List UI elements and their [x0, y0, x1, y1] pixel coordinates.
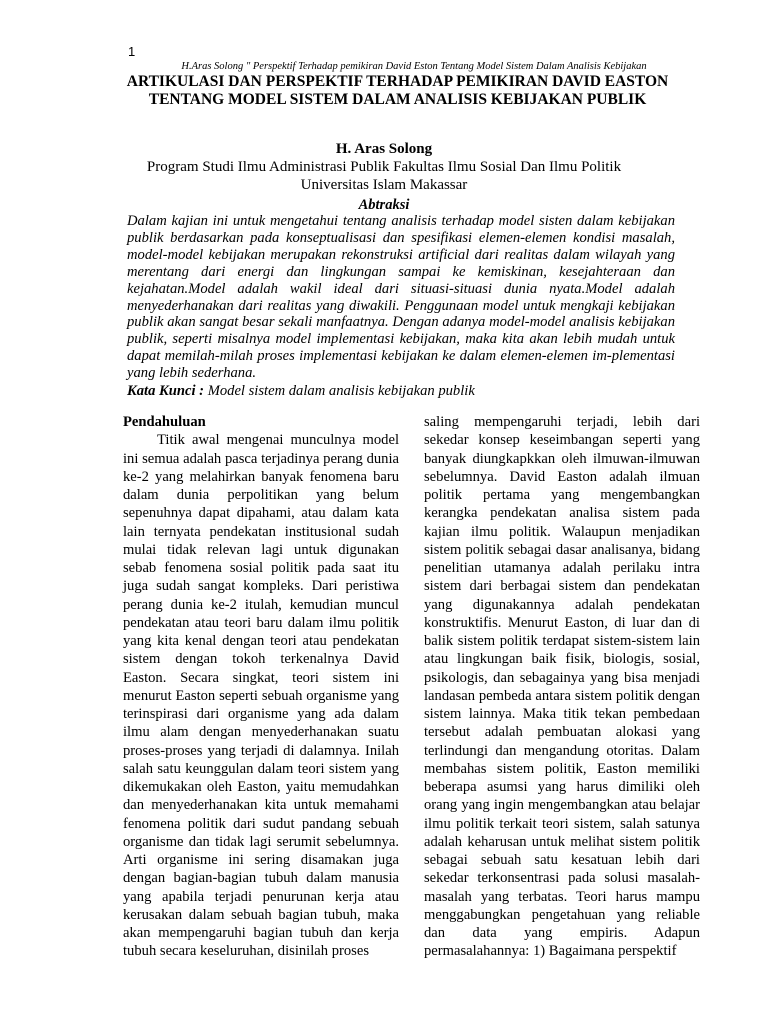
abstract-heading: Abtraksi: [358, 197, 410, 213]
affiliation-line-1: Program Studi Ilmu Administrasi Publik Fakultas Ilmu Sosial Dan Ilmu Politik: [146, 159, 622, 175]
page-number: 1: [128, 44, 136, 59]
abstract-text: Dalam kajian ini untuk mengetahui tentang analisis terhadap model sisten dalam kebijakan publik berdasarkan pada konseptualisasi dan spesifikasi elemen-elemen kondisi masalah, model-model kebijakan merupakan rekonstruksi artificial dari realitas dalam wilayah yang merentang dari energi dan lingkungan sampai ke kemiskinan, kesejahteraan dan kejahatan.Model adalah wakil ideal dari situasi-situasi dunia nyata.Model adalah menyederhanakan dari realitas yang diwakili. Penggunaan model untuk mengkaji kebijakan publik akan sangat besar sekali manfaatnya. Dengan adanya model-model analisis kebijakan publik, seperti misalnya model implementasi kebijakan, maka kita akan lebih mudah untuk dapat memilah-milah proses implementasi kebijakan ke dalam elemen-elemen im-plementasi yang lebih sederhana.: [127, 213, 675, 382]
left-column-paragraph: Titik awal mengenai munculnya model ini semua adalah pasca terjadinya perang dunia ke-2 yang melahirkan banyak fenomena baru dalam dunia perpolitikan yang belum sepenuhnya dapat dipahami, atau dalam kata lain ternyata pendekatan institusional sudah mulai tidak relevan lagi untuk digunakan sebab fenomena sosial politik pada saat itu juga sudah sangat kompleks. Dari peristiwa perang dunia ke-2 itulah, kemudian muncul pendekatan atau teori baru dalam ilmu politik yang kita kenal dengan teori atau pendekatan sistem dengan tokoh terkenalnya David Easton. Secara singkat, teori sistem ini menurut Easton seperti sebuah organisme yang terinspirasi dari organisme yang ada dalam ilmu alam dengan menyederhanakan suatu proses-proses yang terjadi di dalamnya. Inilah salah satu keunggulan dalam teori sistem yang dikemukakan oleh Easton, yaitu memudahkan dan menyederhanakan kita untuk memahami fenomena politik dari sudut pandang sebuah organisme dan tidak lagi serumit sebelumnya. Arti organisme ini sering disamakan juga dengan bagian-bagian tubuh dalam manusia yang apabila terjadi penurunan kerja atau kerusakan dalam sebuah bagian tubuh, maka akan mempengaruhi bagian tubuh dan kerja tubuh secara keseluruhan, disinilah proses: [123, 432, 399, 960]
right-column-paragraph: saling mempengaruhi terjadi, lebih dari sekedar konsep keseimbangan seperti yang banyak diungkapkkan oleh ilmuwan-ilmuwan sebelumnya. David Easton adalah ilmuan politik pertama yang mengembangkan kerangka pendekatan analisa sistem pada kajian ilmu politik. Walaupun menjadikan sistem politik sebagai dasar analisanya, bidang penelitian utamanya adalah perilaku intra sistem dari berbagai sistem dan pendekatan yang digunakannya adalah pendekatan konstruktifis. Menurut Easton, di luar dan di balik sistem politik terdapat sistem-sistem lain atau lingkungan baik fisik, biologis, sosial, psikologis, dan sebagainya yang bisa menjadi landasan pembeda antara sistem politik dengan sistem lainnya. Maka titik tekan pembedaan tersebut adalah pembuatan alokasi yang terlindungi dan mengandung otoritas. Dalam membahas sistem politik, Easton memiliki beberapa asumsi yang harus dimiliki oleh orang yang ingin mengembangkan atau belajar ilmu politik terkait teori sistem, salah satunya adalah keharusan untuk melihat sistem politik sebagai sebuah satu kesatuan lebih dari sekedar terkonsentrasi pada solusi masalah-masalah yang terbatas. Teori harus mampu menggabungkan pengetahuan yang reliable dan data yang empiris. Adapun permasalahannya: 1) Bagaimana perspektif: [424, 414, 700, 960]
keywords-label: Kata Kunci :: [127, 383, 205, 399]
keywords-text: Model sistem dalam analisis kebijakan publik: [204, 383, 475, 399]
keywords: [127, 383, 675, 400]
right-column: [424, 413, 700, 961]
affiliation: [0, 158, 768, 194]
running-header: H.Aras Solong " Perspektif Terhadap pemikiran David Eston Tentang Model Sistem Dalam Analisis Kebijakan: [181, 61, 647, 72]
affiliation-line-2: Universitas Islam Makassar: [300, 177, 468, 193]
left-column: [123, 413, 399, 961]
section-heading: Pendahuluan: [123, 414, 206, 430]
author-name: H. Aras Solong: [335, 141, 433, 157]
paper-title: ARTIKULASI DAN PERSPEKTIF TERHADAP PEMIKIRAN DAVID EASTON TENTANG MODEL SISTEM DALAM ANALISIS KEBIJAKAN PUBLIK: [126, 73, 669, 108]
